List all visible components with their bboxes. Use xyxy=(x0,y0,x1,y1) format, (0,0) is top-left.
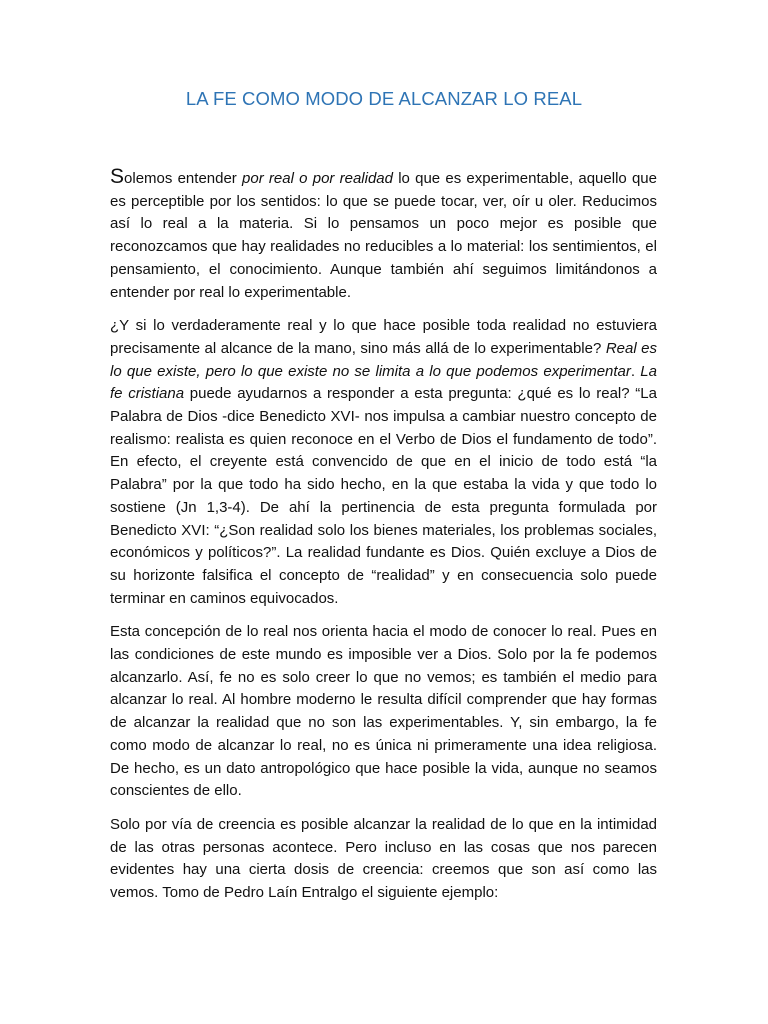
drop-cap: S xyxy=(110,165,125,188)
document-body xyxy=(110,166,657,916)
paragraph-3: Esta concepción de lo real nos orienta hacia el modo de conocer lo real. Pues en las condiciones de este mundo es imposible ver a Dios. Solo por la fe podemos alcanzarlo. Así, fe no es solo creer lo que no vemos; es también el medio para alcanzar lo real. Al hombre moderno le resulta difícil comprender que hay formas de alcanzar la realidad que no son las experimentables. Y, sin embargo, la fe como modo de alcanzar lo real, no es única ni primeramente una idea religiosa. De hecho, es un dato antropológico que hace posible la vida, aunque no seamos conscientes de ello. xyxy=(110,623,657,800)
paragraph-4: Solo por vía de creencia es posible alcanzar la realidad de lo que en la intimidad de las otras personas acontece. Pero incluso en las cosas que nos parecen evidentes hay una cierta dosis de creencia: creemos que son así como las vemos. Tomo de Pedro Laín Entralgo el siguiente ejemplo: xyxy=(110,815,657,902)
paragraph-2-emphasis-1: Real es lo que existe, pero lo que existe no se limita a lo que podemos experimentar xyxy=(110,339,657,380)
paragraph-2-text-b: . xyxy=(630,362,641,380)
paragraph-2-text-c: puede ayudarnos a responder a esta pregunta: ¿qué es lo real? “La Palabra de Dios -dice Benedicto XVI- nos impulsa a cambiar nuestro concepto de realismo: realista es quien reconoce en el Verbo de Dios el fundamento de todo”. En efecto, el creyente está convencido de que en el inicio de todo está “la Palabra” por la que todo ha sido hecho, en la que estaba la vida y que todo lo sostiene (Jn 1,3-4). De ahí la pertinencia de esta pregunta formulada por Benedicto XVI: “¿Son realidad solo los bienes materiales, los problemas sociales, económicos y políticos?”. La realidad fundante es Dios. Quién excluye a Dios de su horizonte falsifica el concepto de “realidad” y en consecuencia solo puede terminar en caminos equivocados. xyxy=(110,385,657,607)
paragraph-1-text-b: lo que es experimentable, aquello que es perceptible por los sentidos: lo que se puede tocar, ver, oír u oler. Reducimos así lo real a la materia. Si lo pensamos un poco mejor es posible que reconozcamos que hay realidades no reducibles a lo material: los sentimientos, el pensamiento, el conocimiento. Aunque también ahí seguimos limitándonos a entender por real lo experimentable. xyxy=(110,170,657,301)
paragraph-1 xyxy=(110,166,657,304)
paragraph-2-text-a: ¿Y si lo verdaderamente real y lo que hace posible toda realidad no estuviera precisamente al alcance de la mano, sino más allá de lo experimentable? xyxy=(110,317,657,357)
paragraph-2-emphasis-2: La fe cristiana xyxy=(110,362,657,403)
paragraph-1-text-a: olemos entender xyxy=(124,170,243,187)
paragraph-1-emphasis: por real o por realidad xyxy=(242,170,393,187)
paragraph-2 xyxy=(110,315,657,610)
page-title: LA FE COMO MODO DE ALCANZAR LO REAL xyxy=(185,88,583,109)
